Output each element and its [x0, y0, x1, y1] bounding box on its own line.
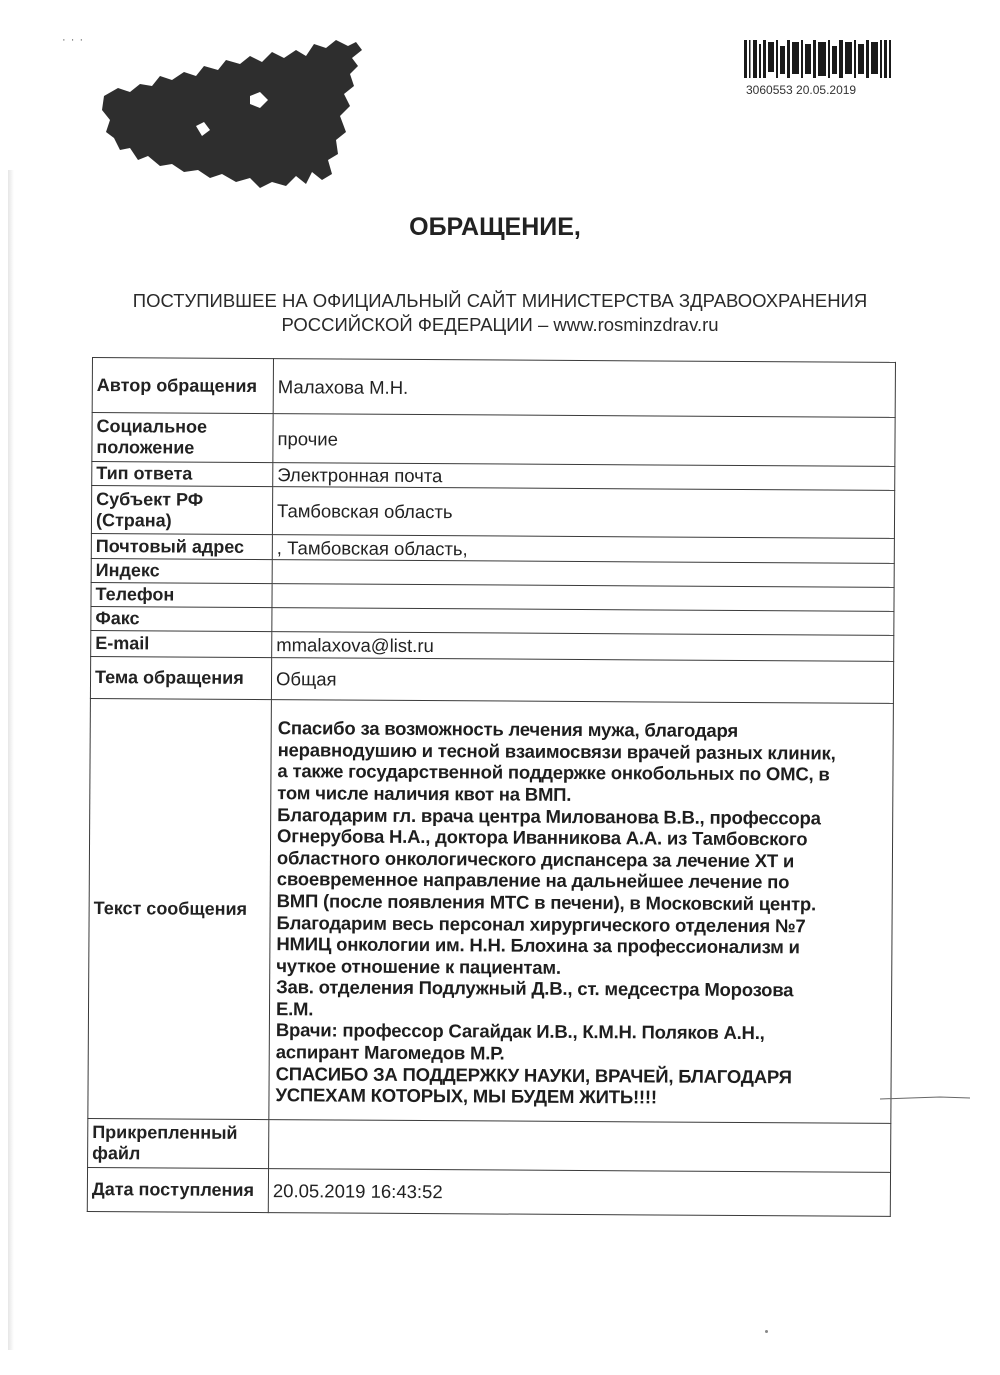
message-line: чуткое отношение к пациентам. [276, 954, 561, 978]
phone-label: Телефон [91, 582, 272, 607]
message-line: Врачи: профессор Сагайдак И.В., К.М.Н. Поляков А.Н., [275, 1019, 765, 1044]
message-line: ВМП (после появления МТС в печени), в Московский центр. [276, 890, 817, 915]
message-line: Спасибо за возможность лечения мужа, благодаря [277, 717, 739, 742]
message-line: Благодарим весь персонал хирургического отделения №7 [276, 911, 806, 936]
message-text [269, 700, 894, 1124]
barcode-icon [744, 40, 892, 84]
row-social [92, 413, 895, 467]
index-label: Индекс [91, 558, 272, 583]
social-label: Социальное положение [92, 413, 273, 463]
fax-label: Факс [91, 606, 272, 631]
date-value: 20.05.2019 16:43:52 [268, 1169, 890, 1217]
scan-speck [765, 1330, 768, 1333]
message-line: Зав. отделения Подлужный Д.В., ст. медсестра Морозова [276, 976, 794, 1001]
reply-type-label: Тип ответа [92, 462, 273, 487]
message-label: Текст сообщения [88, 698, 272, 1119]
message-line: том числе наличия квот на ВМП. [277, 782, 572, 805]
author-label: Автор обращения [92, 358, 273, 414]
subtitle-line-1: ПОСТУПИВШЕЕ НА ОФИЦИАЛЬНЫЙ САЙТ МИНИСТЕРСТВА ЗДРАВООХРАНЕНИЯ [132, 290, 868, 311]
address-value: , Тамбовская область, [272, 535, 894, 564]
topic-label: Тема обращения [90, 656, 271, 699]
appeal-form-table [87, 357, 896, 1217]
message-line: СПАСИБО ЗА ПОДДЕРЖКУ НАУКИ, ВРАЧЕЙ, БЛАГОДАРЯ [275, 1062, 792, 1087]
region-value: Тамбовская область [272, 487, 894, 539]
message-line: УСПЕХАМ КОТОРЫХ, МЫ БУДЕМ ЖИТЬ!!!! [275, 1084, 657, 1108]
message-line: областного онкологического диспансера за лечение ХТ и [276, 846, 795, 872]
address-label: Почтовый адрес [91, 533, 272, 559]
message-line: Благодарим гл. врача центра Милованова В.В., профессора [277, 803, 821, 828]
row-author [92, 358, 895, 418]
document-subtitle [60, 289, 940, 337]
social-value: прочие [273, 414, 895, 467]
message-line: неравнодушию и тесной взаимосвязи врачей разных клиник, [277, 738, 836, 764]
region-label: Субъект РФ (Страна) [91, 486, 272, 535]
reply-type-value: Электронная почта [273, 463, 895, 491]
row-message [88, 698, 894, 1123]
russia-map-icon [100, 36, 370, 192]
subtitle-line-2: РОССИЙСКОЙ ФЕДЕРАЦИИ – www.rosminzdrav.ru [281, 314, 719, 335]
row-date [87, 1167, 890, 1216]
scan-edge-shadow [8, 170, 14, 1350]
message-line: аспирант Магомедов М.Р. [275, 1041, 505, 1064]
author-value: Малахова М.Н. [273, 359, 895, 418]
message-line: Е.М. [275, 998, 314, 1020]
email-label: E-mail [91, 630, 272, 657]
message-line: Огнерубова Н.А., доктора Иванникова А.А. из Тамбовского [277, 825, 808, 850]
topic-value: Общая [271, 658, 893, 704]
pen-stroke-mark [880, 1096, 970, 1100]
email-value: mmalaxova@list.ru [272, 632, 894, 662]
attachment-value [269, 1120, 891, 1173]
barcode-number: 3060553 20.05.2019 [746, 83, 857, 97]
date-label: Дата поступления [87, 1167, 268, 1212]
document-title: ОБРАЩЕНИЕ, [409, 213, 581, 241]
attachment-label: Прикрепленный файл [88, 1118, 269, 1168]
row-topic [90, 656, 893, 703]
row-attachment [88, 1118, 891, 1172]
message-line: а также государственной поддержке онкобольных по ОМС, в [277, 760, 830, 785]
corner-scribble: · · · [62, 34, 85, 46]
row-region [91, 486, 894, 539]
message-line: НМИЦ онкологии им. Н.Н. Блохина за профессионализм и [276, 933, 800, 958]
message-line: своевременное направление на дальнейшее лечение по [276, 868, 790, 893]
